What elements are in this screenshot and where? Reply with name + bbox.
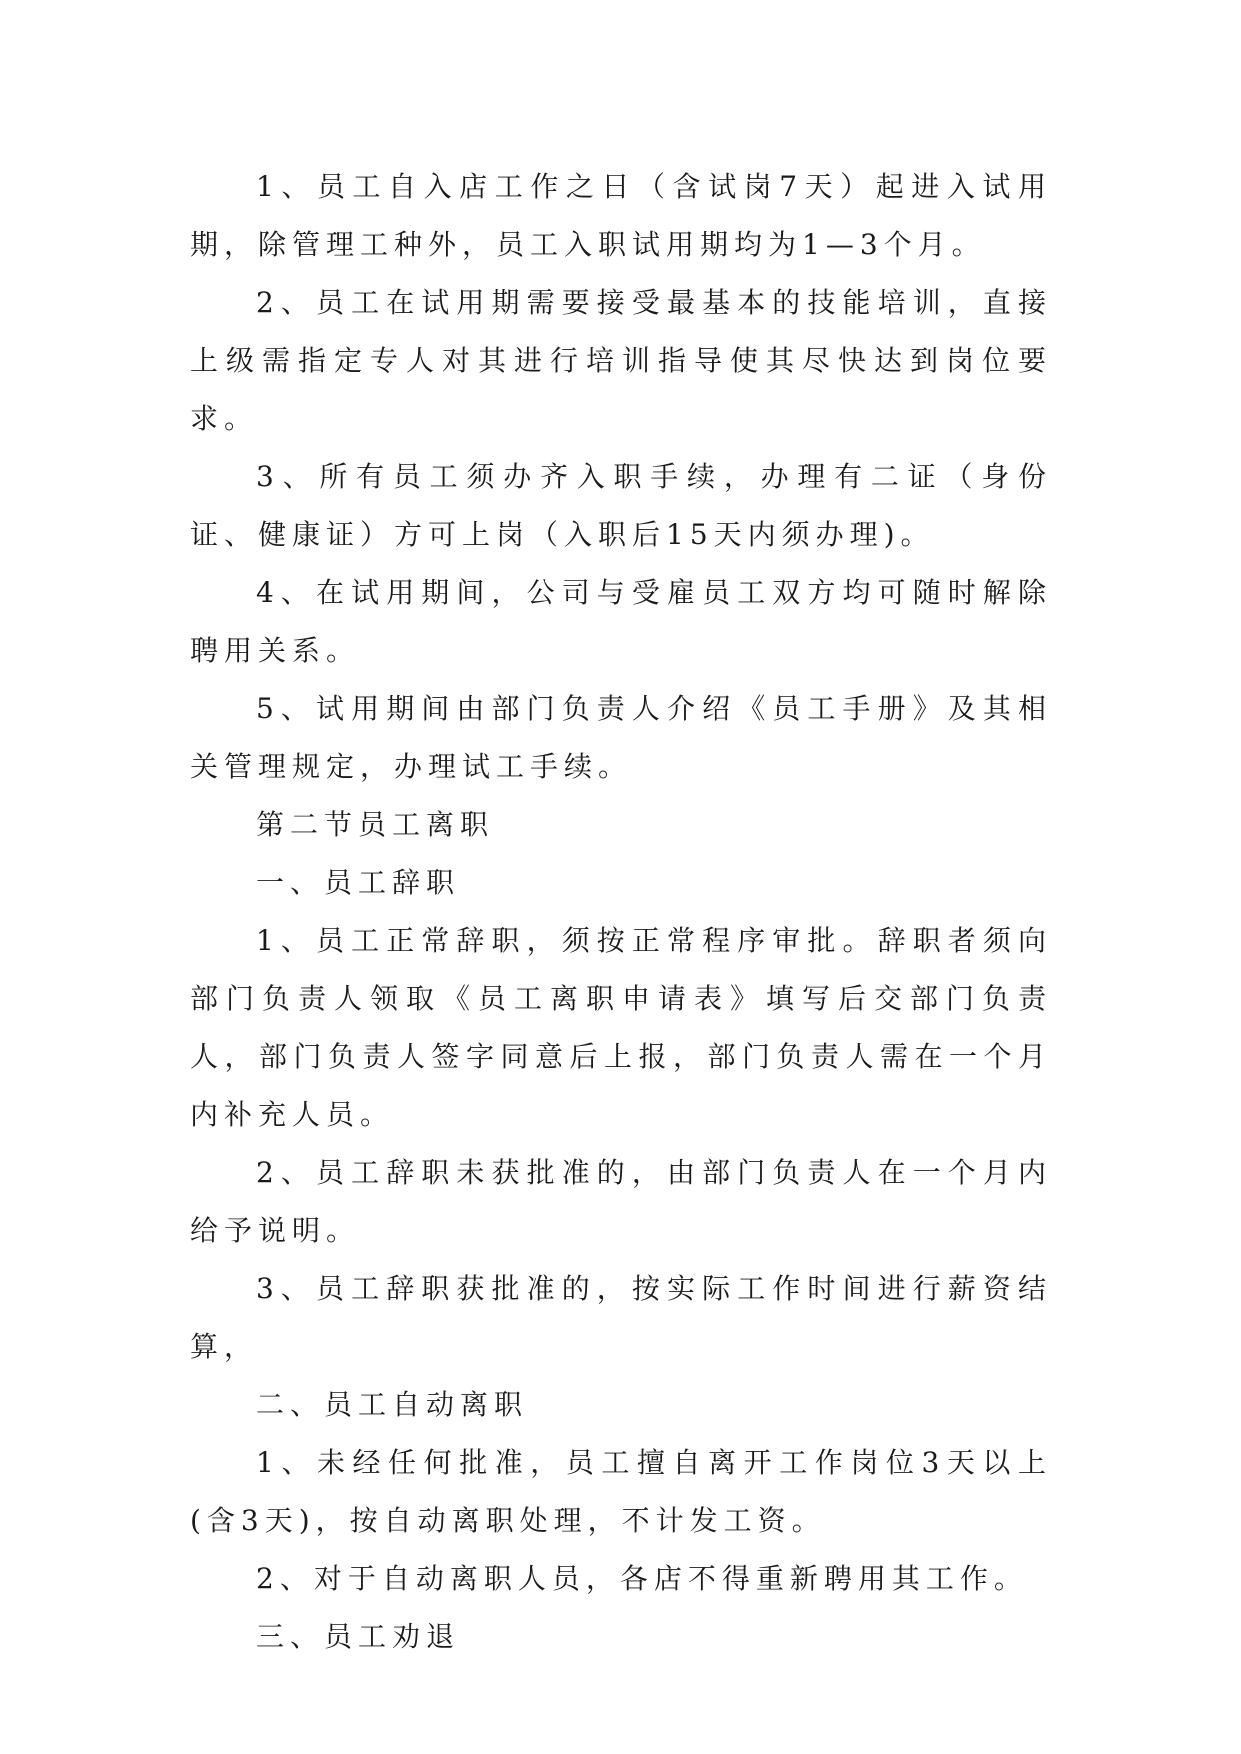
paragraph-resignation-approved: 3、员工辞职获批准的，按实际工作时间进行薪资结算，: [190, 1272, 1052, 1363]
paragraph-resignation-not-approved: 2、员工辞职未获批准的，由部门负责人在一个月内给予说明。: [190, 1156, 1052, 1247]
paragraph-probation-start: 1、员工自入店工作之日（含试岗7天）起进入试用期，除管理工种外，员工入职试用期均为1—3个月。: [190, 170, 1052, 261]
paragraph-unauthorized-absence: 1、未经任何批准，员工擅自离开工作岗位3天以上(含3天)，按自动离职处理，不计发工资。: [190, 1446, 1052, 1537]
paragraph-probation-training: 2、员工在试用期需要接受最基本的技能培训，直接上级需指定专人对其进行培训指导使其尽快达到岗位要求。: [190, 286, 1052, 435]
subheading-dismissal: 三、员工劝退: [256, 1620, 461, 1653]
subheading-automatic-leave: 二、员工自动离职: [256, 1388, 529, 1421]
section-heading-resignation: 第二节员工离职: [256, 808, 495, 841]
document-body: [190, 158, 1052, 1666]
paragraph-no-rehire: 2、对于自动离职人员，各店不得重新聘用其工作。: [256, 1562, 1028, 1595]
subheading-employee-resignation: 一、员工辞职: [256, 866, 461, 899]
paragraph-resignation-procedure: 1、员工正常辞职，须按正常程序审批。辞职者须向部门负责人领取《员工离职申请表》填写后交部门负责人，部门负责人签字同意后上报，部门负责人需在一个月内补充人员。: [190, 924, 1052, 1131]
paragraph-probation-termination: 4、在试用期间，公司与受雇员工双方均可随时解除聘用关系。: [190, 576, 1052, 667]
paragraph-onboarding-documents: 3、所有员工须办齐入职手续，办理有二证（身份证、健康证）方可上岗（入职后15天内须办理)。: [190, 460, 1052, 551]
paragraph-employee-handbook: 5、试用期间由部门负责人介绍《员工手册》及其相关管理规定，办理试工手续。: [190, 692, 1052, 783]
